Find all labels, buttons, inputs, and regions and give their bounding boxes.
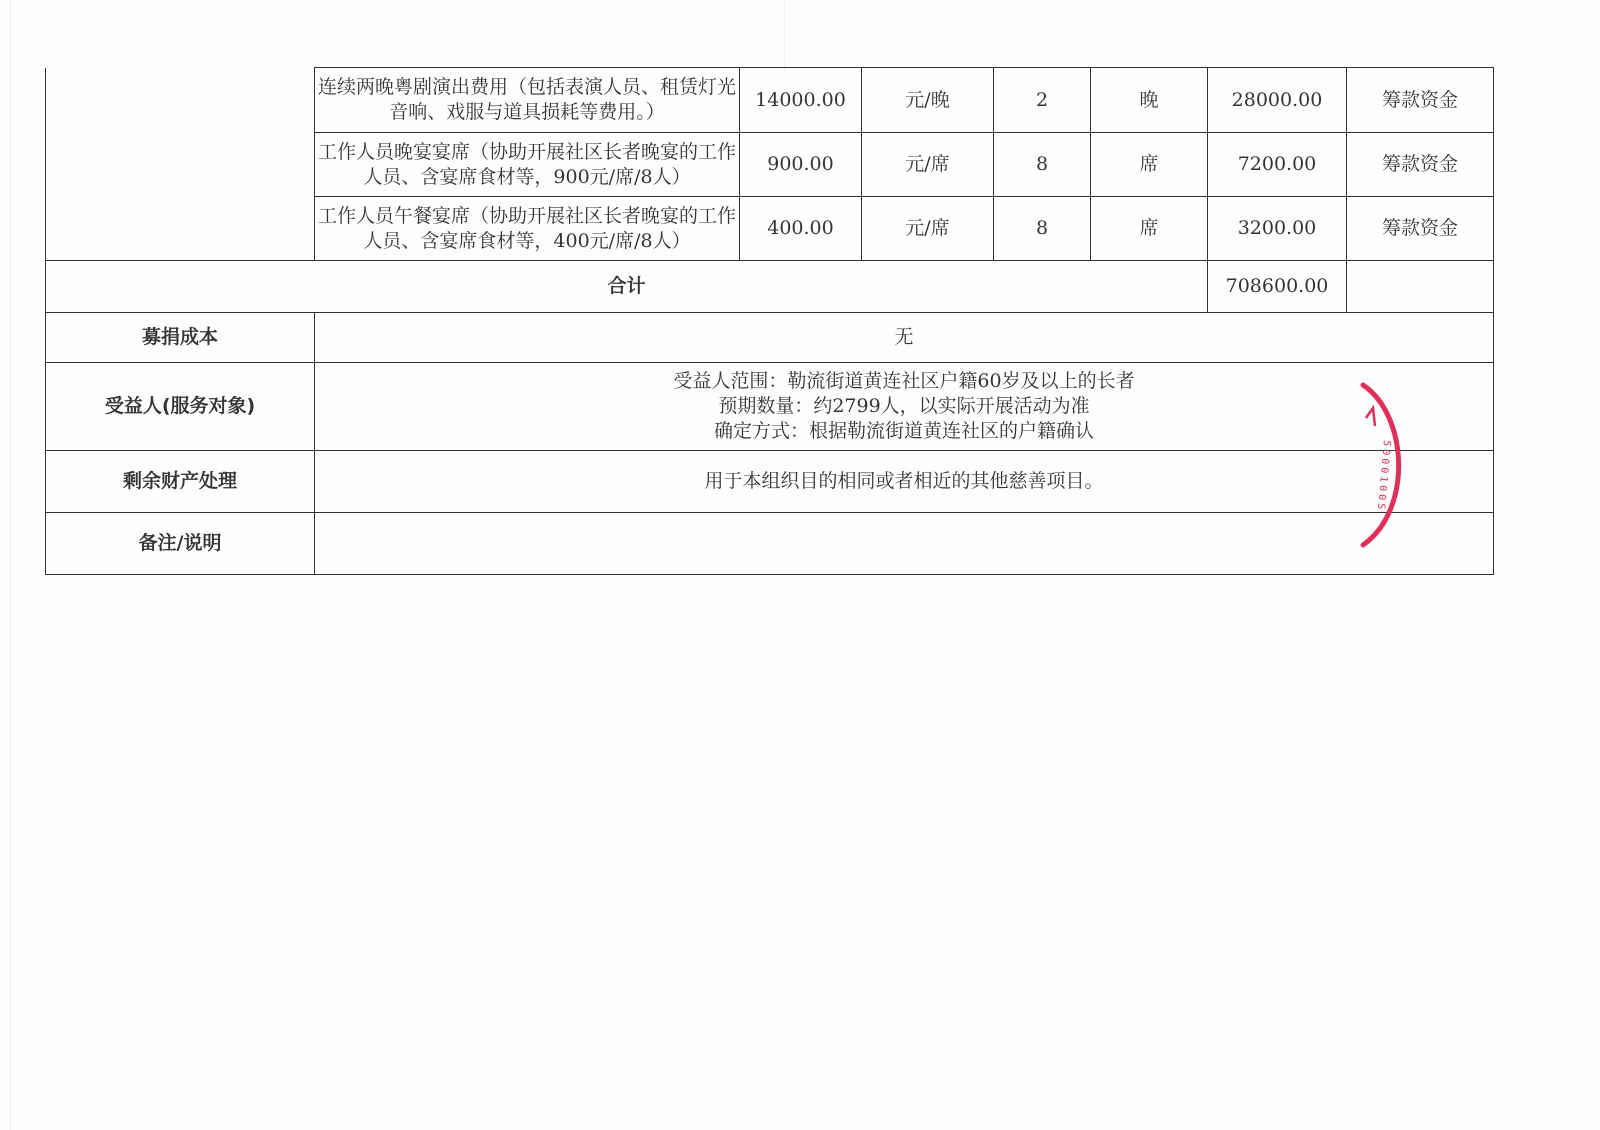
price-unit: 元/席 [862, 133, 994, 197]
quantity-unit: 席 [1091, 133, 1208, 197]
quantity-value: 2 [994, 68, 1091, 133]
beneficiary-scope: 受益人范围：勒流街道黄连社区户籍60岁及以上的长者 [673, 370, 1135, 392]
notes-label: 备注/说明 [46, 513, 315, 575]
scan-edge-line [10, 0, 11, 1130]
amount-value: 7200.00 [1208, 133, 1347, 197]
total-blank-cell [1347, 261, 1494, 313]
unit-price-value: 400.00 [740, 197, 862, 261]
quantity-unit: 晚 [1091, 68, 1208, 133]
fundraising-cost-row [46, 313, 1494, 363]
item-description: 连续两晚粤剧演出费用（包括表演人员、租赁灯光音响、戏服与道具损耗等费用。） [315, 68, 740, 133]
total-amount: 708600.00 [1208, 261, 1347, 313]
scan-fold-line [784, 0, 785, 70]
total-label: 合计 [46, 261, 1208, 313]
price-unit: 元/晚 [862, 68, 994, 133]
budget-table [45, 67, 1494, 575]
fundraising-cost-label: 募捐成本 [46, 313, 315, 363]
seal-number: 5000100S [1374, 439, 1392, 513]
fund-source: 筹款资金 [1347, 68, 1494, 133]
beneficiary-label: 受益人(服务对象) [46, 363, 315, 451]
quantity-unit: 席 [1091, 197, 1208, 261]
notes-row [46, 513, 1494, 575]
item-description: 工作人员午餐宴席（协助开展社区长者晚宴的工作人员、含宴席食材等，400元/席/8人） [315, 197, 740, 261]
notes-value [315, 513, 1494, 575]
price-unit: 元/席 [862, 197, 994, 261]
fundraising-cost-value: 无 [315, 313, 1494, 363]
beneficiary-details [315, 363, 1494, 451]
amount-value: 3200.00 [1208, 197, 1347, 261]
unit-price-value: 900.00 [740, 133, 862, 197]
unit-price-value: 14000.00 [740, 68, 862, 133]
beneficiary-method: 确定方式：根据勒流街道黄连社区的户籍确认 [713, 420, 1094, 442]
total-row [46, 261, 1494, 313]
amount-value: 28000.00 [1208, 68, 1347, 133]
fund-source: 筹款资金 [1347, 197, 1494, 261]
remaining-assets-label: 剩余财产处理 [46, 451, 315, 513]
item-description: 工作人员晚宴宴席（协助开展社区长者晚宴的工作人员、含宴席食材等，900元/席/8人） [315, 133, 740, 197]
blank-category-cell [46, 68, 315, 261]
beneficiary-row [46, 363, 1494, 451]
beneficiary-count: 预期数量：约2799人，以实际开展活动为准 [718, 395, 1090, 417]
remaining-assets-row [46, 451, 1494, 513]
quantity-value: 8 [994, 133, 1091, 197]
quantity-value: 8 [994, 197, 1091, 261]
remaining-assets-value: 用于本组织目的相同或者相近的其他慈善项目。 [315, 451, 1494, 513]
table-row [46, 68, 1494, 133]
fund-source: 筹款资金 [1347, 133, 1494, 197]
